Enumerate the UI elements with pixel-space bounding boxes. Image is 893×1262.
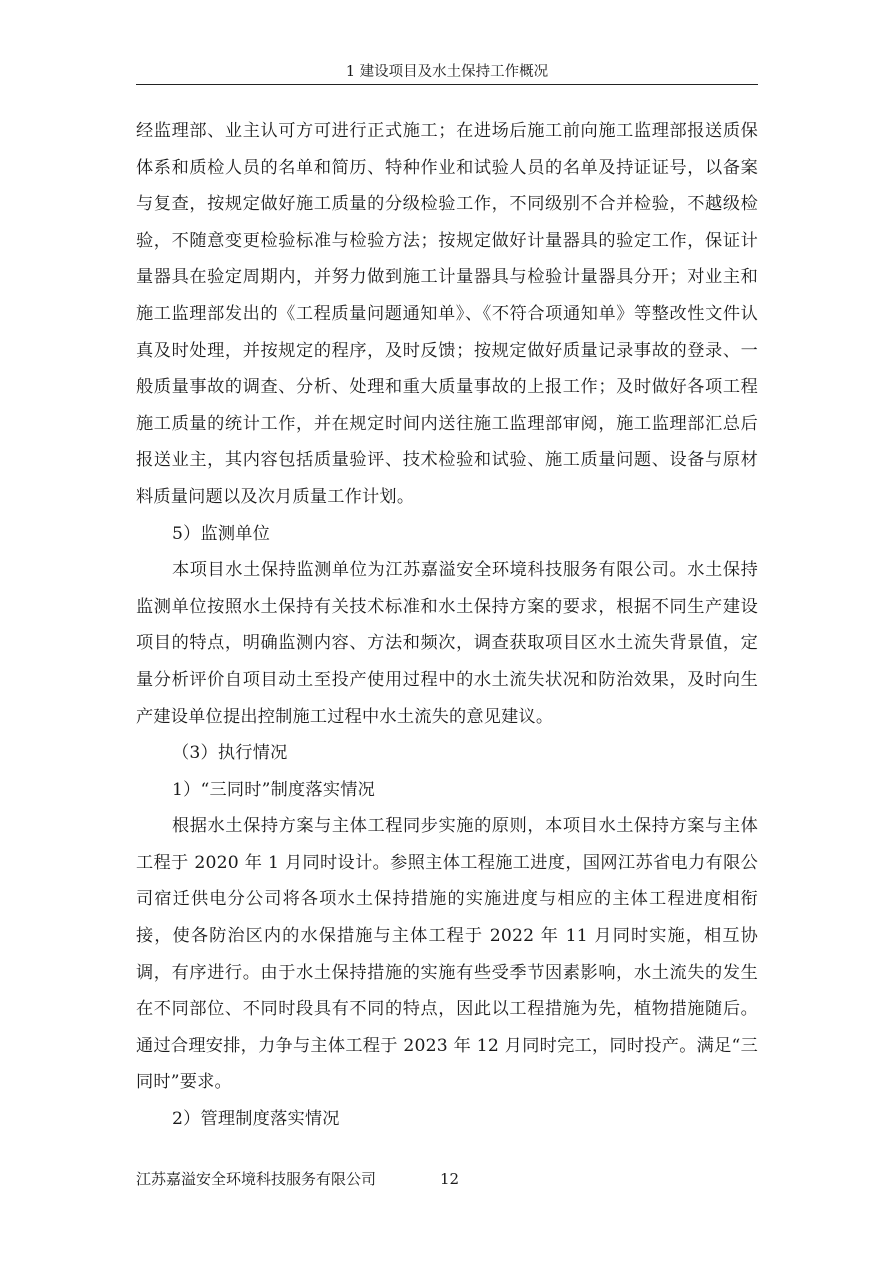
document-body [136,113,758,1138]
heading-three-simultaneous: 1）“三同时”制度落实情况 [172,779,375,800]
heading-monitoring-unit: 5）监测单位 [172,523,271,544]
paragraph-construction-quality: 经监理部、业主认可方可进行正式施工；在进场后施工前向施工监理部报送质保体系和质检人员的名单和简历、特种作业和试验人员的名单及持证证号，以备案与复查，按规定做好施工质量的分级检验工作，不同级别不合并检验，不越级检验，不随意变更检验标准与检验方法；按规定做好计量器具的验定工作，保证计量器具在验定周期内，并努力做到施工计量器具与检验计量器具分开；对业主和施工监理部发出的《工程质量问题通知单》、《不符合项通知单》等整改性文件认真及时处理，并按规定的程序，及时反馈；按规定做好质量记录事故的登录、一般质量事故的调查、分析、处理和重大质量事故的上报工作；及时做好各项工程施工质量的统计工作，并在规定时间内送往施工监理部审阅，施工监理部汇总后报送业主，其内容包括质量验评、技术检验和试验、施工质量问题、设备与原材料质量问题以及次月质量工作计划。 [136,121,758,507]
page-header: 1 建设项目及水土保持工作概况 [345,64,549,80]
paragraph-three-simultaneous: 根据水土保持方案与主体工程同步实施的原则，本项目水土保持方案与主体工程于 2020 年 1 月同时设计。参照主体工程施工进度，国网江苏省电力有限公司宿迁供电分公司将各项水土保持措施的实施进度与相应的主体工程进度相衔接，使各防治区内的水保措施与主体工程于 2022 年 11 月同时实施，相互协调，有序进行。由于水土保持措施的实施有些受季节因素影响，水土流失的发生在不同部位、不同时段具有不同的特点，因此以工程措施为先，植物措施随后。通过合理安排，力争与主体工程于 2023 年 12 月同时完工，同时投产。满足“三同时”要求。 [136,816,758,1093]
header-divider [136,84,758,85]
page-number: 12 [440,1170,460,1188]
heading-management-system: 2）管理制度落实情况 [172,1109,340,1130]
paragraph-monitoring-unit: 本项目水土保持监测单位为江苏嘉溢安全环境科技服务有限公司。水土保持监测单位按照水土保持有关技术标准和水土保持方案的要求，根据不同生产建设项目的特点，明确监测内容、方法和频次，调查获取项目区水土流失背景值，定量分析评价自项目动土至投产使用过程中的水土流失状况和防治效果，及时向生产建设单位提出控制施工过程中水土流失的意见建议。 [136,560,758,727]
footer-company: 江苏嘉溢安全环境科技服务有限公司 [136,1170,377,1188]
heading-execution-status: （3）执行情况 [172,743,288,764]
